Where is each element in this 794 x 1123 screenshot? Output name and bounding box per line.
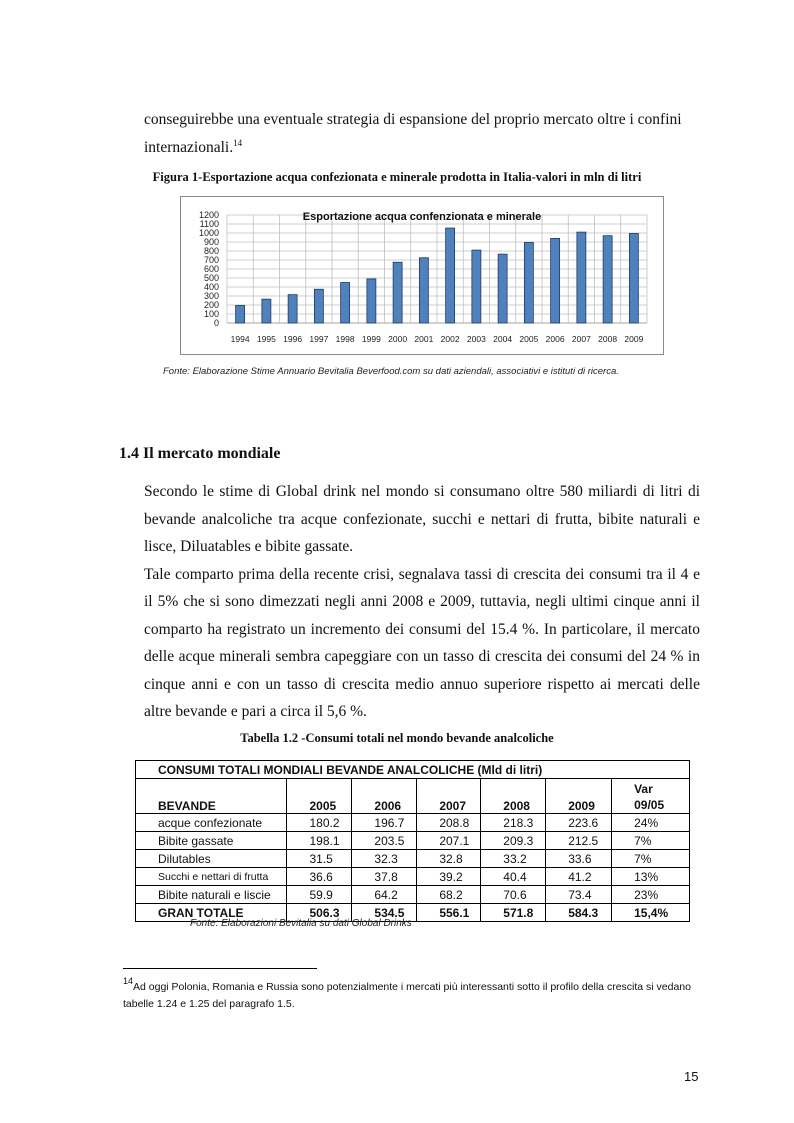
cell: 33.2 (481, 850, 546, 868)
footnote-divider (123, 968, 317, 969)
y-tick-label: 500 (203, 273, 219, 283)
header-var (612, 779, 690, 814)
footnote-ref[interactable]: 14 (233, 138, 243, 148)
bar-2003 (472, 250, 481, 323)
intro-text: internazionali. (144, 139, 234, 156)
y-tick-label: 300 (203, 291, 219, 301)
bar-2007 (577, 232, 586, 323)
bar-2005 (524, 242, 533, 323)
cell: 41.2 (546, 868, 612, 886)
x-tick-label: 1997 (309, 334, 329, 344)
cell: 7% (612, 832, 690, 850)
bar-chart (181, 197, 663, 354)
figure-source: Fonte: Elaborazione Stime Annuario Bevitalia Beverfood.com su dati aziendali, associativi e istituti di ricerca. (163, 366, 619, 377)
table-row (136, 814, 690, 832)
bar-1994 (236, 305, 245, 323)
cell: 40.4 (481, 868, 546, 886)
bar-2002 (446, 228, 455, 323)
total-cell: 556.1 (417, 904, 481, 922)
header-var-line1: Var (634, 782, 653, 796)
x-tick-label: 1995 (256, 334, 276, 344)
paragraph-2: Tale comparto prima della recente crisi, segnalava tassi di crescita dei consumi tra il 4 e il 5% che si sono dimezzati negli anni 2008 e 2009, tuttavia, negli ultimi cinque anni il comparto ha registrato un incremento dei consumi del 15.4 %. In particolare, il mercato delle acque minerali sembra capeggiare con un tasso di crescita dei consumi del 24 % in cinque anni e con un tasso di crescita medio annuo superiore rispetto ai mercati delle altre bevande e pari a circa il 5,6 %. (144, 565, 700, 720)
section-heading: 1.4 Il mercato mondiale (119, 445, 281, 462)
x-tick-label: 2001 (414, 334, 434, 344)
x-tick-label: 1999 (361, 334, 381, 344)
x-tick-label: 2002 (440, 334, 460, 344)
total-cell: 506.3 (287, 904, 352, 922)
cell: 64.2 (352, 886, 417, 904)
row-label: Succhi e nettari di frutta (136, 868, 287, 886)
y-tick-label: 700 (203, 255, 219, 265)
cell: 13% (612, 868, 690, 886)
x-tick-label: 1996 (283, 334, 303, 344)
table-row (136, 868, 690, 886)
cell: 73.4 (546, 886, 612, 904)
chart-y-ticks (199, 210, 219, 328)
row-label: acque confezionate (136, 814, 287, 832)
row-label: Bibite gassate (136, 832, 287, 850)
figure-caption: Figura 1-Esportazione acqua confezionata e minerale prodotta in Italia-valori in mln di litri (152, 170, 642, 184)
cell: 32.3 (352, 850, 417, 868)
cell: 180.2 (287, 814, 352, 832)
x-tick-label: 2003 (466, 334, 486, 344)
cell: 212.5 (546, 832, 612, 850)
cell: 33.6 (546, 850, 612, 868)
table-row (136, 850, 690, 868)
table-row (136, 832, 690, 850)
total-cell: 15,4% (612, 904, 690, 922)
table-caption: Tabella 1.2 -Consumi totali nel mondo bevande analcoliche (240, 731, 554, 745)
bar-2004 (498, 254, 507, 323)
bar-1999 (367, 279, 376, 323)
bar-1997 (314, 289, 323, 323)
cell: 39.2 (417, 868, 481, 886)
footnote-number: 14 (123, 976, 134, 986)
cell: 32.8 (417, 850, 481, 868)
row-label: Dilutables (136, 850, 287, 868)
cell: 208.8 (417, 814, 481, 832)
table-header-row (136, 779, 690, 814)
cell: 209.3 (481, 832, 546, 850)
header-2009: 2009 (546, 779, 612, 814)
x-tick-label: 1994 (230, 334, 250, 344)
paragraph-1: Secondo le stime di Global drink nel mondo si consumano oltre 580 miliardi di litri di bevande analcoliche tra acque confezionate, succhi e nettari di frutta, bibite naturali e lisce, Diluatables e bibite gassate. (144, 483, 700, 555)
y-tick-label: 900 (203, 237, 219, 247)
body-text (144, 478, 700, 726)
table-title: CONSUMI TOTALI MONDIALI BEVANDE ANALCOLICHE (Mld di litri) (136, 761, 690, 779)
bar-2009 (629, 233, 638, 323)
total-cell: 534.5 (352, 904, 417, 922)
table-title-row (136, 761, 690, 779)
y-tick-label: 1000 (198, 228, 219, 238)
total-cell: 571.8 (481, 904, 546, 922)
chart-frame (180, 196, 664, 355)
x-tick-label: 2000 (388, 334, 408, 344)
y-tick-label: 400 (203, 282, 219, 292)
footnote (123, 976, 693, 1013)
y-tick-label: 0 (213, 318, 219, 328)
cell: 68.2 (417, 886, 481, 904)
bar-2001 (419, 258, 428, 323)
bar-2006 (551, 238, 560, 323)
y-tick-label: 200 (203, 300, 219, 310)
intro-line-1: conseguirebbe una eventuale strategia di espansione del proprio mercato oltre i confini (144, 111, 682, 128)
header-2005: 2005 (287, 779, 352, 814)
cell: 7% (612, 850, 690, 868)
cell: 207.1 (417, 832, 481, 850)
total-cell: 584.3 (546, 904, 612, 922)
header-var-line2: 09/05 (634, 798, 665, 812)
cell: 203.5 (352, 832, 417, 850)
cell: 198.1 (287, 832, 352, 850)
y-tick-label: 1100 (199, 219, 219, 229)
y-tick-label: 1200 (198, 210, 219, 220)
cell: 24% (612, 814, 690, 832)
x-tick-label: 1998 (335, 334, 355, 344)
cell: 37.8 (352, 868, 417, 886)
header-bevande: BEVANDE (136, 779, 287, 814)
cell: 31.5 (287, 850, 352, 868)
cell: 70.6 (481, 886, 546, 904)
bar-1995 (262, 299, 271, 323)
chart-x-ticks (231, 334, 644, 344)
cell: 59.9 (287, 886, 352, 904)
table-row (136, 886, 690, 904)
cell: 196.7 (352, 814, 417, 832)
cell: 223.6 (546, 814, 612, 832)
header-2008: 2008 (481, 779, 546, 814)
table-source: Fonte: Elaborazioni Bevitalia su dati Global Drinks (190, 918, 412, 929)
bar-1996 (288, 295, 297, 323)
row-label: Bibite naturali e liscie (136, 886, 287, 904)
y-tick-label: 100 (203, 309, 219, 319)
total-label: GRAN TOTALE (136, 904, 287, 922)
x-tick-label: 2009 (624, 334, 644, 344)
bar-1998 (341, 283, 350, 324)
y-tick-label: 800 (203, 246, 219, 256)
footnote-text: Ad oggi Polonia, Romania e Russia sono potenzialmente i mercati più interessanti sotto il profilo della crescita si vedano tabelle 1.24 e 1.25 del paragrafo 1.5. (123, 981, 691, 1010)
cell: 23% (612, 886, 690, 904)
x-tick-label: 2008 (598, 334, 618, 344)
x-tick-label: 2007 (571, 334, 591, 344)
chart-title: Esportazione acqua confenzionata e minerale (302, 211, 542, 223)
y-tick-label: 600 (203, 264, 219, 274)
cell: 36.6 (287, 868, 352, 886)
cell: 218.3 (481, 814, 546, 832)
intro-line-2 (144, 139, 242, 157)
x-tick-label: 2006 (545, 334, 565, 344)
header-2006: 2006 (352, 779, 417, 814)
x-tick-label: 2004 (493, 334, 513, 344)
header-2007: 2007 (417, 779, 481, 814)
consumption-table (135, 760, 690, 922)
bar-2000 (393, 262, 402, 323)
page-number: 15 (684, 1069, 699, 1084)
bar-2008 (603, 236, 612, 323)
x-tick-label: 2005 (519, 334, 539, 344)
